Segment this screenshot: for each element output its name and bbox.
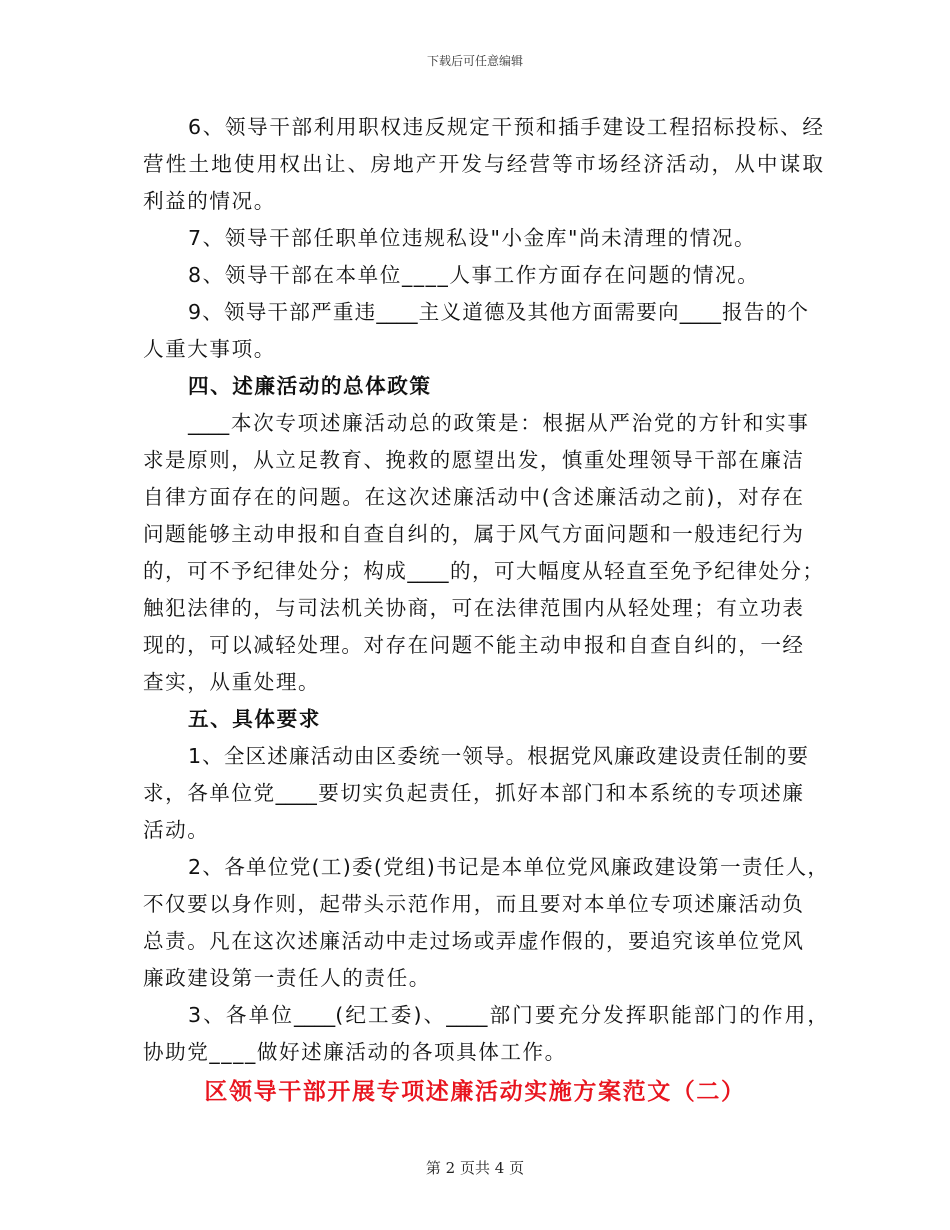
item-6-line-2: 营性土地使用权出让、房地产开发与经营等市场经济活动，从中谋取 bbox=[143, 152, 823, 176]
page-header: 下载后可任意编辑 bbox=[426, 54, 523, 68]
req-2-line-4: 廉政建设第一责任人的责任。 bbox=[143, 966, 431, 990]
item-6-line-1: 6、领导干部利用职权违反规定干预和插手建设工程招标投标、经 bbox=[188, 115, 823, 139]
item-9-line-2: 人重大事项。 bbox=[143, 337, 276, 361]
section-4-para-line-8: 查实，从重处理。 bbox=[143, 670, 321, 694]
item-7: 7、领导干部任职单位违规私设"小金库"尚未清理的情况。 bbox=[188, 226, 757, 250]
section-4-para-line-3: 自律方面存在的问题。在这次述廉活动中(含述廉活动之前)，对存在 bbox=[143, 485, 803, 509]
document-title: 区领导干部开展专项述廉活动实施方案范文（二） bbox=[204, 1079, 746, 1105]
item-9-line-1: 9、领导干部严重违____主义道德及其他方面需要向____报告的个 bbox=[188, 300, 808, 324]
section-4-para-line-7: 现的，可以减轻处理。对存在问题不能主动申报和自查自纠的，一经 bbox=[143, 633, 803, 657]
section-4-para-line-2: 求是原则，从立足教育、挽救的愿望出发，慎重处理领导干部在廉洁 bbox=[143, 448, 803, 472]
page-footer: 第 2 页共 4 页 bbox=[425, 1159, 525, 1177]
req-2-line-1: 2、各单位党(工)委(党组)书记是本单位党风廉政建设第一责任人， bbox=[188, 855, 828, 879]
section-4-para-line-6: 触犯法律的，与司法机关协商，可在法律范围内从轻处理；有立功表 bbox=[143, 596, 803, 620]
req-1-line-1: 1、全区述廉活动由区委统一领导。根据党风廉政建设责任制的要 bbox=[188, 744, 808, 768]
req-1-line-3: 活动。 bbox=[143, 818, 210, 842]
section-5-heading: 五、具体要求 bbox=[188, 707, 321, 731]
section-4-para-line-4: 问题能够主动申报和自查自纠的，属于风气方面问题和一般违纪行为 bbox=[143, 522, 803, 546]
req-3-line-2: 协助党____做好述廉活动的各项具体工作。 bbox=[143, 1040, 567, 1064]
req-1-line-2: 求，各单位党____要切实负起责任，抓好本部门和本系统的专项述廉 bbox=[143, 781, 803, 805]
req-3-line-1: 3、各单位____(纪工委)、____部门要充分发挥职能部门的作用， bbox=[188, 1003, 828, 1027]
section-4-heading: 四、述廉活动的总体政策 bbox=[188, 374, 432, 398]
req-2-line-3: 总责。凡在这次述廉活动中走过场或弄虚作假的，要追究该单位党风 bbox=[143, 929, 803, 953]
req-2-line-2: 不仅要以身作则，起带头示范作用，而且要对本单位专项述廉活动负 bbox=[143, 892, 803, 916]
section-4-para-line-1: ____本次专项述廉活动总的政策是：根据从严治党的方针和实事 bbox=[188, 411, 808, 435]
section-4-para-line-5: 的，可不予纪律处分；构成____的，可大幅度从轻直至免予纪律处分； bbox=[143, 559, 823, 583]
item-8: 8、领导干部在本单位____人事工作方面存在问题的情况。 bbox=[188, 263, 760, 287]
item-6-line-3: 利益的情况。 bbox=[143, 189, 276, 213]
